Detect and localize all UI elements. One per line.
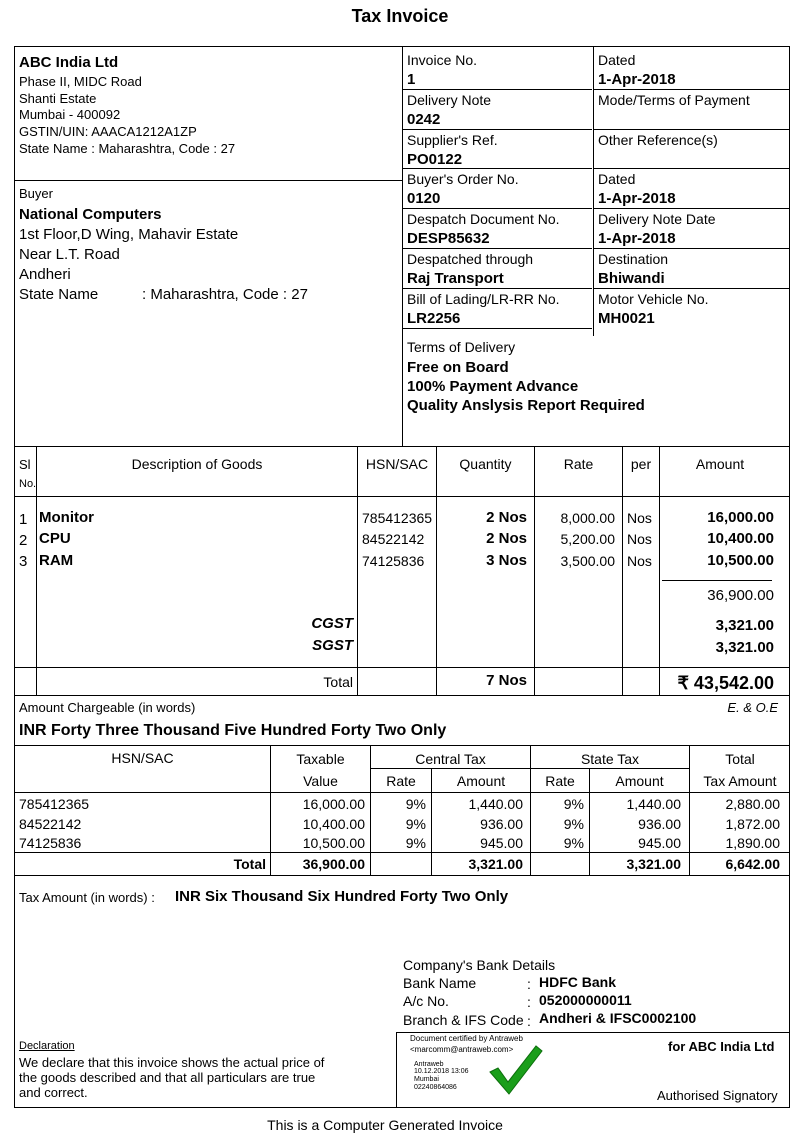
despatch-doc-label: Despatch Document No. — [407, 211, 560, 227]
tax-row-hsn: 785412365 — [19, 796, 90, 812]
tax-col-tax-amount-header: Tax Amount — [703, 773, 777, 789]
tax-row-central-rate: 9% — [405, 816, 426, 832]
tax-words-value: INR Six Thousand Six Hundred Forty Two Only — [175, 888, 509, 905]
row-amount: 10,500.00 — [707, 552, 774, 569]
row-si: 1 — [19, 511, 28, 528]
buyer-order: 0120 — [407, 190, 441, 207]
tax-row-state-rate: 9% — [563, 796, 584, 812]
row-rate: 3,500.00 — [560, 553, 615, 569]
col-rate-header: Rate — [563, 456, 594, 472]
tax-row-total: 1,890.00 — [725, 835, 780, 851]
row-per: Nos — [627, 510, 652, 526]
eoe-label: E. & O.E — [727, 700, 778, 715]
row-quantity: 2 Nos — [486, 509, 527, 526]
branch-colon: : — [527, 1013, 531, 1029]
delivery-note-date: 1-Apr-2018 — [598, 230, 676, 247]
declaration-title: Declaration — [19, 1040, 75, 1052]
tax-row-central-amount: 945.00 — [480, 835, 523, 851]
row-rate: 5,200.00 — [560, 531, 615, 547]
row-quantity: 2 Nos — [486, 530, 527, 547]
tax-words-label: Tax Amount (in words) : — [19, 890, 155, 905]
declaration-line: and correct. — [19, 1085, 88, 1100]
bill-of-lading: LR2256 — [407, 310, 461, 327]
tax-row-state-amount: 945.00 — [638, 835, 681, 851]
terms-delivery-line: Free on Board — [407, 359, 509, 376]
seller-gstin: GSTIN/UIN: AAACA1212A1ZP — [19, 124, 197, 139]
tax-col-central-rate-header: Rate — [386, 773, 416, 789]
row-hsn: 785412365 — [362, 510, 433, 526]
tax-row-state-amount: 1,440.00 — [626, 796, 681, 812]
mode-terms-label: Mode/Terms of Payment — [598, 92, 750, 108]
tax-col-central-amount-header: Amount — [456, 773, 506, 789]
seller-name: ABC India Ltd — [19, 54, 119, 71]
cert-timestamp: 10.12.2018 13:06 — [414, 1068, 469, 1075]
col-per-header: per — [630, 456, 652, 472]
buyer-label: Buyer — [19, 186, 53, 201]
dated-label: Dated — [598, 52, 636, 68]
tax-row-central-amount: 936.00 — [480, 816, 523, 832]
buyer-address-line: Andheri — [19, 266, 71, 283]
cert-city: Mumbai — [414, 1076, 439, 1083]
supplier-ref: PO0122 — [407, 151, 463, 168]
bank-name: HDFC Bank — [539, 974, 617, 990]
tax-row-central-rate: 9% — [405, 835, 426, 851]
buyer-address-line: Near L.T. Road — [19, 246, 120, 263]
buyer-order-label: Buyer's Order No. — [407, 171, 519, 187]
despatched-through-label: Despatched through — [407, 251, 534, 267]
tax-row-state-amount: 936.00 — [638, 816, 681, 832]
cert-org: Antraweb — [414, 1061, 444, 1068]
col-description-header: Description of Goods — [131, 456, 263, 472]
tax-row-total: 1,872.00 — [725, 816, 780, 832]
tax-row-state-rate: 9% — [563, 816, 584, 832]
row-hsn: 74125836 — [362, 553, 425, 569]
terms-delivery-line: 100% Payment Advance — [407, 378, 579, 395]
tax-total-central-amount: 3,321.00 — [468, 856, 523, 872]
tax-row-value: 16,000.00 — [302, 796, 365, 812]
buyer-state-label: State Name — [19, 286, 99, 303]
row-si: 2 — [19, 532, 28, 549]
sgst-label: SGST — [312, 637, 353, 654]
col-quantity-header: Quantity — [459, 456, 512, 472]
total-quantity: 7 Nos — [486, 672, 527, 689]
authorised-signatory: Authorised Signatory — [657, 1088, 778, 1103]
footer-note: This is a Computer Generated Invoice — [267, 1117, 503, 1133]
tax-col-total-header: Total — [725, 751, 755, 767]
row-rate: 8,000.00 — [560, 510, 615, 526]
tax-col-central-header: Central Tax — [415, 751, 486, 767]
cert-line: Document certified by Antraweb — [410, 1034, 523, 1043]
destination-label: Destination — [598, 251, 669, 267]
row-hsn: 84522142 — [362, 531, 425, 547]
row-description: Monitor — [39, 509, 94, 526]
other-ref-label: Other Reference(s) — [598, 132, 718, 148]
seller-address-line: Mumbai - 400092 — [19, 107, 121, 122]
col-amount-header: Amount — [695, 456, 745, 472]
seller-address-line: Shanti Estate — [19, 91, 97, 106]
account-no: 052000000011 — [539, 992, 632, 1008]
subtotal-amount: 36,900.00 — [707, 587, 774, 604]
tax-col-state-rate-header: Rate — [545, 773, 575, 789]
tax-row-value: 10,400.00 — [302, 816, 365, 832]
despatched-through: Raj Transport — [407, 270, 504, 287]
total-label: Total — [323, 674, 353, 690]
tax-col-value-header: Value — [303, 773, 338, 789]
tax-total-label: Total — [233, 856, 266, 872]
tax-col-hsn-header: HSN/SAC — [111, 750, 174, 766]
delivery-note-label: Delivery Note — [407, 92, 492, 108]
amount-words-value: INR Forty Three Thousand Five Hundred Forty Two Only — [19, 722, 447, 739]
tax-total-value: 36,900.00 — [302, 856, 365, 872]
tax-row-value: 10,500.00 — [302, 835, 365, 851]
row-amount: 10,400.00 — [707, 530, 774, 547]
dated-value: 1-Apr-2018 — [598, 71, 676, 88]
account-no-label: A/c No. — [403, 993, 449, 1009]
row-per: Nos — [627, 553, 652, 569]
tax-total-state-amount: 3,321.00 — [626, 856, 681, 872]
invoice-no-label: Invoice No. — [407, 52, 478, 68]
declaration-line: We declare that this invoice shows the actual price of — [19, 1055, 325, 1070]
amount-words-label: Amount Chargeable (in words) — [19, 700, 196, 715]
buyer-address-line: 1st Floor,D Wing, Mahavir Estate — [19, 226, 239, 243]
seller-address-line: Phase II, MIDC Road — [19, 74, 142, 89]
terms-delivery-label: Terms of Delivery — [407, 339, 516, 355]
branch-label: Branch & IFS Code — [403, 1012, 524, 1028]
motor-vehicle: MH0021 — [598, 310, 655, 327]
delivery-note-date-label: Delivery Note Date — [598, 211, 716, 227]
row-quantity: 3 Nos — [486, 552, 527, 569]
row-amount: 16,000.00 — [707, 509, 774, 526]
for-company: for ABC India Ltd — [668, 1039, 775, 1054]
row-si: 3 — [19, 553, 28, 570]
tax-row-hsn: 84522142 — [19, 816, 82, 832]
order-dated-label: Dated — [598, 171, 636, 187]
supplier-ref-label: Supplier's Ref. — [407, 132, 498, 148]
account-no-colon: : — [527, 994, 531, 1010]
invoice-title: Tax Invoice — [351, 6, 449, 26]
delivery-note: 0242 — [407, 111, 441, 128]
bank-name-label: Bank Name — [403, 975, 477, 991]
col-si-header: Sl — [19, 457, 31, 472]
terms-delivery-line: Quality Anslysis Report Required — [407, 397, 645, 414]
tax-col-taxable-header: Taxable — [296, 751, 345, 767]
seller-state: State Name : Maharashtra, Code : 27 — [19, 141, 236, 156]
col-si-no-header: No. — [19, 478, 37, 490]
col-hsn-header: HSN/SAC — [365, 456, 429, 472]
declaration-line: the goods described and that all particulars are true — [19, 1070, 316, 1085]
sgst-amount: 3,321.00 — [715, 639, 774, 656]
cgst-amount: 3,321.00 — [715, 617, 774, 634]
cert-phone: 02240864086 — [414, 1084, 457, 1091]
grand-total: ₹ 43,542.00 — [677, 673, 774, 693]
invoice-no: 1 — [407, 71, 416, 88]
destination: Bhiwandi — [598, 270, 665, 287]
tax-col-state-header: State Tax — [580, 751, 640, 767]
row-per: Nos — [627, 531, 652, 547]
tax-row-central-rate: 9% — [405, 796, 426, 812]
tax-row-central-amount: 1,440.00 — [468, 796, 523, 812]
tax-row-state-rate: 9% — [563, 835, 584, 851]
buyer-name: National Computers — [19, 206, 162, 223]
motor-vehicle-label: Motor Vehicle No. — [598, 291, 709, 307]
tax-row-total: 2,880.00 — [725, 796, 780, 812]
row-description: RAM — [39, 552, 74, 569]
row-description: CPU — [39, 530, 71, 547]
check-mark-icon — [486, 1042, 546, 1098]
bank-details-title: Company's Bank Details — [403, 957, 556, 973]
cgst-label: CGST — [311, 615, 353, 632]
despatch-doc: DESP85632 — [407, 230, 490, 247]
tax-row-hsn: 74125836 — [19, 835, 82, 851]
bill-of-lading-label: Bill of Lading/LR-RR No. — [407, 291, 560, 307]
tax-col-state-amount-header: Amount — [615, 773, 664, 789]
bank-name-colon: : — [527, 976, 531, 992]
buyer-state-value: : Maharashtra, Code : 27 — [142, 286, 308, 303]
order-dated: 1-Apr-2018 — [598, 190, 676, 207]
branch-ifsc: Andheri & IFSC0002100 — [539, 1010, 697, 1026]
cert-email: <marcomm@antraweb.com> — [410, 1045, 514, 1054]
tax-total-tax-amount: 6,642.00 — [725, 856, 780, 872]
